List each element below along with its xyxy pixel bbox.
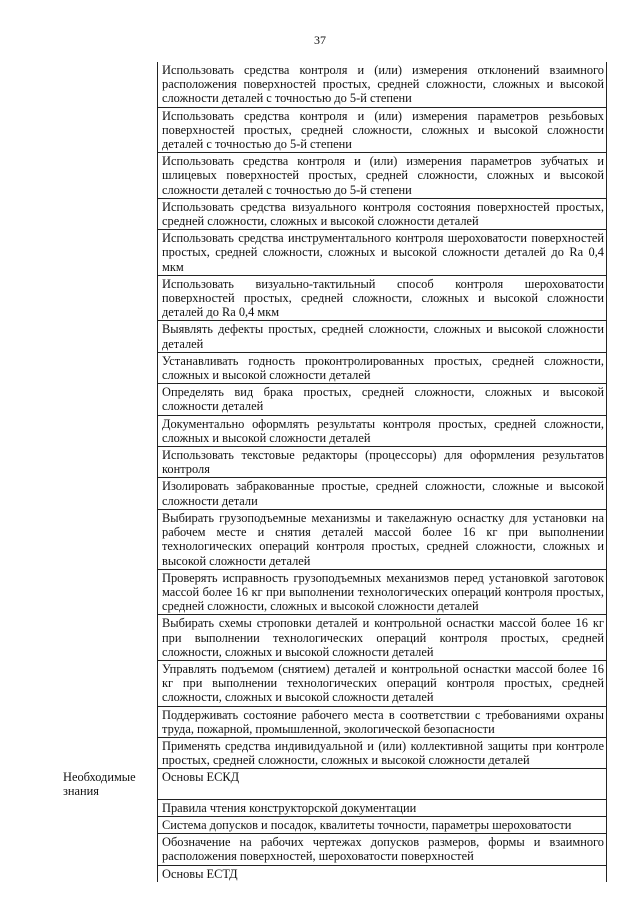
table-row bbox=[59, 415, 607, 446]
table-row bbox=[59, 275, 607, 321]
skill-item: Документально оформлять результаты контроля простых, средней сложности, сложных и высокой сложности деталей bbox=[158, 415, 607, 446]
skill-item: Выбирать схемы строповки деталей и контрольной оснастки массой более 16 кг при выполнении технологических операций контроля простых, средней сложности, сложных и высокой сложности деталей bbox=[158, 615, 607, 661]
skills-label-cell bbox=[59, 62, 158, 107]
table-row bbox=[59, 478, 607, 509]
skill-item: Использовать средства контроля и (или) измерения параметров зубчатых и шлицевых поверхностей простых, средней сложности, сложных и высокой сложности деталей с точностью до 5-й степени bbox=[158, 153, 607, 199]
knowledge-item: Система допусков и посадок, квалитеты точности, параметры шероховатости bbox=[158, 816, 607, 833]
table-row bbox=[59, 230, 607, 276]
table-row bbox=[59, 769, 607, 799]
skill-item: Использовать текстовые редакторы (процессоры) для оформления результатов контроля bbox=[158, 447, 607, 478]
table-row bbox=[59, 107, 607, 153]
page-number: 37 bbox=[314, 33, 326, 47]
table-row bbox=[59, 569, 607, 615]
table-row bbox=[59, 198, 607, 229]
table-row bbox=[59, 153, 607, 199]
table-row bbox=[59, 509, 607, 569]
skill-item: Использовать средства визуального контроля состояния поверхностей простых, средней сложности, сложных и высокой сложности деталей bbox=[158, 198, 607, 229]
table-row bbox=[59, 865, 607, 882]
skill-item: Управлять подъемом (снятием) деталей и контрольной оснастки массой более 16 кг при выполнении технологических операций контроля простых, средней сложности, сложных и высокой сложности деталей bbox=[158, 660, 607, 706]
skill-item: Поддерживать состояние рабочего места в соответствии с требованиями охраны труда, пожарной, промышленной, экологической безопасности bbox=[158, 706, 607, 737]
skill-item: Использовать визуально-тактильный способ контроля шероховатости поверхностей простых, средней сложности, сложных и высокой сложности деталей до Ra 0,4 мкм bbox=[158, 275, 607, 321]
skill-item: Использовать средства контроля и (или) измерения отклонений взаимного расположения поверхностей простых, средней сложности, сложных и высокой сложности деталей с точностью до 5-й степени bbox=[158, 62, 607, 107]
skill-item: Изолировать забракованные простые, средней сложности, сложные и высокой сложности детали bbox=[158, 478, 607, 509]
table-row bbox=[59, 352, 607, 383]
skill-item: Устанавливать годность проконтролированных простых, средней сложности, сложных и высокой сложности деталей bbox=[158, 352, 607, 383]
skill-item: Использовать средства контроля и (или) измерения параметров резьбовых поверхностей простых, средней сложности, сложных и высокой сложности деталей с точностью до 5-й степени bbox=[158, 107, 607, 153]
table-row bbox=[59, 834, 607, 865]
knowledge-item: Правила чтения конструкторской документации bbox=[158, 799, 607, 816]
knowledge-item: Основы ЕСКД bbox=[158, 769, 607, 799]
skill-item: Применять средства индивидуальной и (или) коллективной защиты при контроле простых, средней сложности, сложных и высокой сложности деталей bbox=[158, 737, 607, 768]
skill-item: Проверять исправность грузоподъемных механизмов перед установкой заготовок массой более 16 кг при выполнении технологических операций контроля простых, средней сложности, сложных и высокой сложности деталей bbox=[158, 569, 607, 615]
table-row bbox=[59, 321, 607, 352]
table-row bbox=[59, 737, 607, 768]
table-row bbox=[59, 799, 607, 816]
table-row bbox=[59, 706, 607, 737]
table-row bbox=[59, 615, 607, 661]
skill-item: Определять вид брака простых, средней сложности, сложных и высокой сложности деталей bbox=[158, 384, 607, 415]
knowledge-label: Необходимые знания bbox=[59, 769, 158, 799]
knowledge-item: Основы ЕСТД bbox=[158, 865, 607, 882]
knowledge-item: Обозначение на рабочих чертежах допусков размеров, формы и взаимного расположения поверхностей, шероховатости поверхностей bbox=[158, 834, 607, 865]
skill-item: Выявлять дефекты простых, средней сложности, сложных и высокой сложности деталей bbox=[158, 321, 607, 352]
table-row bbox=[59, 816, 607, 833]
skill-item: Выбирать грузоподъемные механизмы и такелажную оснастку для установки на рабочем месте и снятия деталей массой более 16 кг при выполнении технологических операций контроля простых, средней сложности, сложных и высокой сложности деталей bbox=[158, 509, 607, 569]
table-row bbox=[59, 384, 607, 415]
skill-item: Использовать средства инструментального контроля шероховатости поверхностей простых, средней сложности, сложных и высокой сложности деталей до Ra 0,4 мкм bbox=[158, 230, 607, 276]
table-row bbox=[59, 660, 607, 706]
requirements-table bbox=[59, 62, 607, 882]
table-row bbox=[59, 62, 607, 107]
table-row bbox=[59, 447, 607, 478]
